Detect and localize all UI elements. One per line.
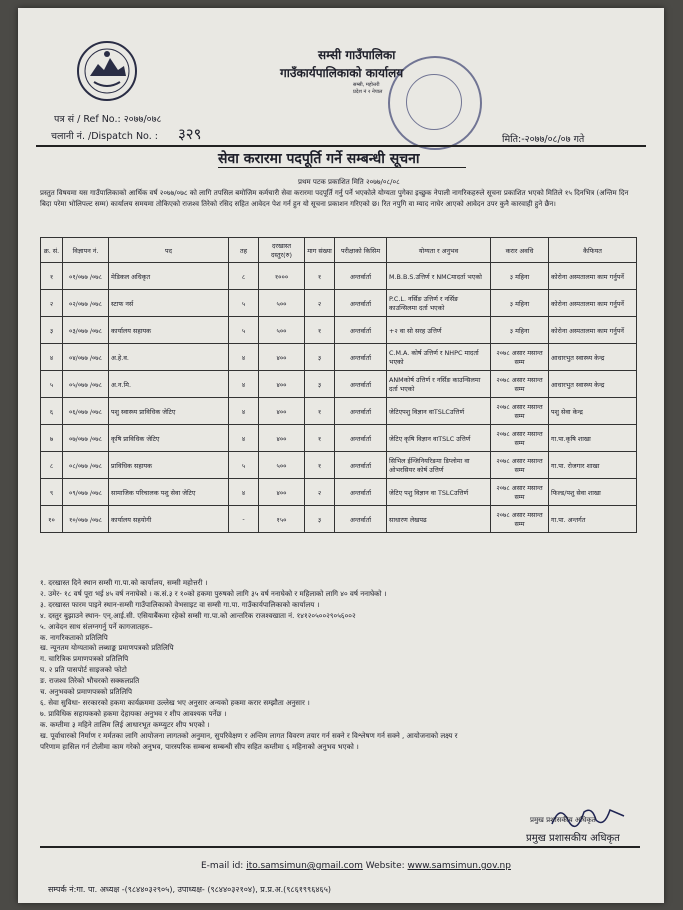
table-cell: ९: [41, 479, 63, 506]
table-cell: ४: [229, 344, 259, 371]
table-row: [41, 317, 637, 344]
table-row: [41, 263, 637, 290]
table-cell: २०७८ असार मसान्त सम्म: [491, 506, 549, 533]
table-cell: साधारण लेखपढ: [387, 506, 491, 533]
table-cell: कोरोना अस्पतालमा काम गर्नुपर्ने: [549, 263, 637, 290]
table-cell: ३ महिना: [491, 263, 549, 290]
dispatch-number: ३२९: [178, 125, 202, 143]
table-cell: ३: [41, 317, 63, 344]
table-cell: ५: [229, 317, 259, 344]
table-header-cell: कैफियत: [549, 238, 637, 263]
table-cell: अन्तर्वार्ता: [335, 371, 387, 398]
table-cell: +२ वा सो सरह उत्तिर्ण: [387, 317, 491, 344]
table-cell: ५: [229, 290, 259, 317]
table-row: [41, 479, 637, 506]
notice-title: सेवा करारमा पदपूर्ति गर्ने सम्बन्धी सूचना: [218, 151, 420, 167]
table-cell: कोरोना अस्पतालमा काम गर्नुपर्ने: [549, 290, 637, 317]
table-cell: ४००: [259, 371, 305, 398]
table-cell: ४००: [259, 398, 305, 425]
table-cell: सामाजिक परिचालक पशु सेवा जेटिए: [109, 479, 229, 506]
table-cell: कोरोना अस्पतालमा काम गर्नुपर्ने: [549, 317, 637, 344]
municipality-name: सम्सी गाउँपालिका: [318, 48, 396, 62]
table-cell: जेटिए पशु विज्ञान वा TSLCउत्तिर्ण: [387, 479, 491, 506]
table-cell: ५००: [259, 452, 305, 479]
notice-document: [18, 8, 664, 903]
table-header-cell: तह: [229, 238, 259, 263]
table-header-cell: माग संख्या: [305, 238, 335, 263]
table-cell: ३: [305, 344, 335, 371]
table-cell: ३ महिना: [491, 317, 549, 344]
note-item: क. कम्तीमा ३ महिने तालिम लिई आधारभूत कम्प्युटर शीप भएको ।: [40, 719, 210, 729]
table-cell: अन्तर्वार्ता: [335, 452, 387, 479]
table-cell: पशु सेवा केन्द्र: [549, 398, 637, 425]
table-cell: पशु स्वास्थ्य प्राविधिक जेटिए: [109, 398, 229, 425]
table-cell: २०७८ असार मसान्त सम्म: [491, 371, 549, 398]
table-cell: ०४/०७७ /०७८: [63, 344, 109, 371]
email-label: E-mail id:: [201, 861, 244, 871]
table-cell: ७: [41, 425, 63, 452]
note-item: क. नागरिकताको प्रतिलिपि: [40, 632, 108, 642]
note-item: ७. प्राविधिक सहायकको हकमा देहायका अनुभव र शीप आवश्यक पर्नेछ ।: [40, 708, 227, 718]
table-cell: ४: [229, 371, 259, 398]
table-cell: २०७८ असार मसान्त सम्म: [491, 452, 549, 479]
table-cell: अन्तर्वार्ता: [335, 290, 387, 317]
table-cell: ३: [305, 371, 335, 398]
table-header-cell: पद: [109, 238, 229, 263]
table-header-cell: करार अवधि: [491, 238, 549, 263]
table-cell: १: [305, 398, 335, 425]
table-header-cell: योग्यता र अनुभव: [387, 238, 491, 263]
table-cell: २०७८ असार मसान्त सम्म: [491, 425, 549, 452]
table-header-cell: क्र. सं.: [41, 238, 63, 263]
table-cell: ५: [229, 452, 259, 479]
note-item: परिणाम हासिल गर्न टोलीमा काम गरेको अनुभव, पारस्परिक सम्बन्ध सम्बन्धी सीप सहित कम्तीमा ६ महिनाको अनुभव भएको ।: [40, 741, 359, 751]
table-row: [41, 452, 637, 479]
table-cell: २०७८ असार मसान्त सम्म: [491, 479, 549, 506]
table-cell: १: [41, 263, 63, 290]
email-link[interactable]: ito.samsimun@gmail.com: [246, 861, 363, 871]
table-cell: ४००: [259, 479, 305, 506]
table-cell: २०७८ असार मसान्त सम्म: [491, 398, 549, 425]
table-cell: ०१/०७७ /०७८: [63, 263, 109, 290]
table-cell: अन्तर्वार्ता: [335, 263, 387, 290]
table-cell: अन्तर्वार्ता: [335, 398, 387, 425]
table-cell: गा.पा. अन्तर्गत: [549, 506, 637, 533]
footer-contact-web: [201, 861, 511, 871]
table-cell: २: [305, 479, 335, 506]
table-cell: अ.न.मि.: [109, 371, 229, 398]
table-cell: ३: [305, 506, 335, 533]
table-cell: ८: [229, 263, 259, 290]
table-row: [41, 398, 637, 425]
table-cell: १: [305, 425, 335, 452]
table-cell: अन्तर्वार्ता: [335, 479, 387, 506]
table-cell: ४: [41, 344, 63, 371]
note-item: १. दरखास्त दिने स्थान सम्सी गा.पा.को कार्यालय, सम्सी महोत्तरी ।: [40, 578, 208, 587]
footer-divider: [40, 846, 640, 848]
table-cell: P.C.L. नर्सिङ उत्तिर्ण र नर्सिङ काउन्सिलमा दर्ता भएको: [387, 290, 491, 317]
table-row: [41, 290, 637, 317]
table-cell: ०९/०७७ /०७८: [63, 479, 109, 506]
table-row: [41, 371, 637, 398]
table-cell: अ.हे.व.: [109, 344, 229, 371]
table-cell: प्राविधिक सहायक: [109, 452, 229, 479]
website-label: Website:: [365, 861, 405, 871]
note-item: २. उमेर- १८ वर्ष पूरा भई ४५ वर्ष ननाघेको । क.सं.३ र १०को हकमा पुरुषको लागि ३५ वर्ष ननाघेको र महिलाको लागि ४० वर्ष ननाघेको ।: [40, 588, 387, 598]
table-cell: कार्यालय सहयोगी: [109, 506, 229, 533]
table-cell: स्टाफ नर्स: [109, 290, 229, 317]
table-cell: अन्तर्वार्ता: [335, 506, 387, 533]
table-cell: ३ महिना: [491, 290, 549, 317]
signature-title: प्रमुख प्रशासकीय अधिकृत: [526, 833, 620, 844]
table-cell: ४: [229, 398, 259, 425]
table-cell: सिभिल ईन्जिनियरिङमा डिप्लोमा वा ओभरसियर कोर्ष उत्तिर्ण: [387, 452, 491, 479]
table-cell: ८: [41, 452, 63, 479]
note-item: ग. चारित्रिक प्रमाणपत्रको प्रतिलिपि: [40, 654, 129, 664]
table-cell: ०८/०७७ /०७८: [63, 452, 109, 479]
table-cell: ५००: [259, 317, 305, 344]
table-cell: ANMकोर्ष उत्तिर्ण र नर्सिङ काउन्सिलमा दर्ता भएको: [387, 371, 491, 398]
dispatch-label: चलानी नं. /Dispatch No. :: [51, 131, 158, 142]
table-cell: गा.पा.कृषि शाखा: [549, 425, 637, 452]
table-cell: मेडिकल अधिकृत: [109, 263, 229, 290]
table-cell: २: [305, 290, 335, 317]
note-item: ४. दस्तुर बुझाउने स्थान- एन्.आई.सी. एसियाबैंकमा रहेको सम्सी गा.पा.को आन्तरिक राजश्वखाता नं. १४१२०५००२९०५६००२: [40, 610, 356, 620]
table-row: [41, 344, 637, 371]
table-cell: २०७८ असार मसान्त सम्म: [491, 344, 549, 371]
note-item: ङ. राजश्व तिरेको भौचरको सक्कलप्रति: [40, 676, 140, 686]
table-cell: आधारभुत स्वास्थ्य केन्द्र: [549, 344, 637, 371]
ref-number: पत्र सं / Ref No.: २०७७/०७८: [54, 114, 162, 125]
table-cell: १: [305, 263, 335, 290]
note-item: घ. २ प्रति पासपोर्ट साइजको फोटो: [40, 665, 127, 675]
table-cell: ६: [41, 398, 63, 425]
letter-date: मिति:-२०७७/०८/०७ गते: [502, 134, 585, 145]
office-name: गाउँकार्यपालिकाको कार्यालय: [280, 66, 404, 80]
table-header-cell: विज्ञापन नं.: [63, 238, 109, 263]
table-cell: आधारभुत स्वास्थ्य केन्द्र: [549, 371, 637, 398]
table-cell: कार्यालय सहायक: [109, 317, 229, 344]
address-line-1: सम्सी, महोत्तरी: [353, 82, 380, 88]
table-cell: ५००: [259, 290, 305, 317]
table-cell: ४: [229, 425, 259, 452]
table-cell: १०/०७७ /०७८: [63, 506, 109, 533]
note-item: ३. दरखास्त फारम पाइने स्थान-सम्सी गाउँपालिकाको वेभसाइट वा सम्सी गा.पा. गाउँकार्यपालिकाको कार्यालय ।: [40, 599, 320, 609]
intro-paragraph: प्रस्तुत विषयमा यस गाउँपालिकाको आर्थिक वर्ष २०७७/०७८ को लागि तपसिल बमोजिम कर्मचारी सेवा करारमा पदपूर्ति गर्नु पर्ने भएकोले योग्यता पुगेका इच्छुक नेपाली नागरिकहरुले सूचना प्रकाशित भएको मितिले १५ दिनभित्र (अन्तिम दिन बिदा परेमा भोलिपल्ट सम्म) कार्यालय समयमा तोकिएको राजश्व तिरेको रसिद सहित आवेदन पेश गर्न हुन यो सूचना प्रकाशन गरिएको छ। रित नपुगि वा म्याद नाघेर आएको आवेदन उपर कुनै कारवाही हुने छैन।: [40, 189, 629, 208]
table-cell: फिल्ड/पशु सेवा शाखा: [549, 479, 637, 506]
table-cell: अन्तर्वार्ता: [335, 317, 387, 344]
table-cell: जेटिएपशु विज्ञान वाTSLCउत्तिर्ण: [387, 398, 491, 425]
table-cell: ५: [41, 371, 63, 398]
note-item: ६. सेवा सुविधा- सरकारको हकमा कार्यक्रममा उल्लेख भए अनुसार अन्यको हकमा करार सम्झौता अनुसार ।: [40, 697, 310, 707]
table-cell: अन्तर्वार्ता: [335, 425, 387, 452]
published-date: प्रथम पटक प्रकाशित मिति २०७७/०८/०८: [298, 178, 400, 186]
title-underline: [218, 167, 466, 168]
table-cell: -: [229, 506, 259, 533]
header-divider: [36, 145, 646, 147]
note-item: ख. न्यूनतम योग्यताको लब्धाङ्क प्रमाणपत्रको प्रतिलिपि: [40, 643, 174, 653]
table-row: [41, 506, 637, 533]
table-cell: ४००: [259, 425, 305, 452]
notes-list: [40, 578, 640, 753]
contact-numbers: सम्पर्क नं:गा. पा. अध्यक्ष -(९८४४०३२९०५), उपाध्यक्ष- (९८४४०३२१०४), प्र.प्र.अ.(९८६१९९६४६५): [48, 885, 331, 894]
table-header-row: [41, 238, 637, 263]
table-cell: M.B.B.S.उत्तिर्ण र NMCमादर्ता भएको: [387, 263, 491, 290]
table-cell: ०६/०७७ /०७८: [63, 398, 109, 425]
table-cell: १५०: [259, 506, 305, 533]
signature-title-handwritten: प्रमुख प्रशासकीय अधिकृत: [530, 816, 596, 824]
table-cell: ४००: [259, 344, 305, 371]
note-item: ख. पूर्वाधारको निर्माण र मर्मतका लागि आयोजना लागतको अनुमान, सुपरिवेक्षण र अन्तिम लागत विवरण तयार गर्न सक्ने र विश्लेषण गर्न सक्ने , आयोजनाको लक्ष्य र: [40, 730, 458, 740]
table-cell: गा.पा. रोजगार शाखा: [549, 452, 637, 479]
table-cell: ०३/०७७ /०७८: [63, 317, 109, 344]
table-cell: १०: [41, 506, 63, 533]
table-cell: १: [305, 317, 335, 344]
table-cell: ०२/०७७ /०७८: [63, 290, 109, 317]
table-cell: १०००: [259, 263, 305, 290]
table-cell: ४: [229, 479, 259, 506]
table-header-cell: परीक्षाको किसिम: [335, 238, 387, 263]
table-cell: ०५/०७७ /०७८: [63, 371, 109, 398]
table-cell: २: [41, 290, 63, 317]
note-item: ५. आवेदन साथ संलग्नगर्नु पर्ने कागजातहरु–: [40, 621, 153, 631]
vacancy-table: [40, 237, 637, 533]
table-header-cell: दरखास्त दस्तुर(रु): [259, 238, 305, 263]
address-line-2: प्रदेश नं २ नेपाल: [353, 89, 383, 95]
table-cell: ०७/०७७ /०७८: [63, 425, 109, 452]
table-cell: कृषि प्राविधिक जेटिए: [109, 425, 229, 452]
table-cell: अन्तर्वार्ता: [335, 344, 387, 371]
website-link[interactable]: www.samsimun.gov.np: [407, 861, 511, 871]
table-cell: C.M.A. कोर्ष उत्तिर्ण र NHPC मादर्ता भएको: [387, 344, 491, 371]
note-item: च. अनुभवको प्रमाणपत्रको प्रतिलिपि: [40, 687, 133, 697]
table-cell: जेटिए कृषि विज्ञान वाTSLC उत्तिर्ण: [387, 425, 491, 452]
table-row: [41, 425, 637, 452]
nepal-emblem-logo: [76, 40, 138, 102]
table-cell: १: [305, 452, 335, 479]
